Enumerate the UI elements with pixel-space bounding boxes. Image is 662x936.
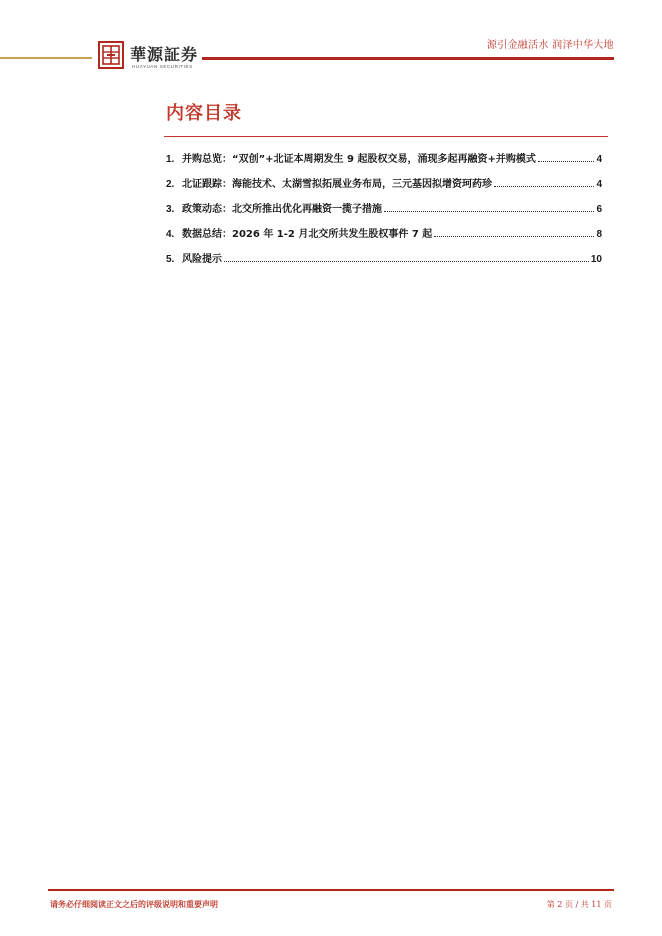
company-logo (98, 40, 208, 74)
logo-subtitle: HUAYUAN SECURITIES (132, 64, 193, 69)
toc-leader-dots (384, 203, 594, 212)
toc-leader-dots (494, 178, 594, 187)
toc-item-text: 政策动态：北交所推出优化再融资一揽子措施 (182, 204, 382, 215)
toc-leader-dots (224, 253, 589, 262)
toc-item-number: 3. (166, 204, 175, 215)
logo-emblem-icon (98, 41, 124, 69)
logo-name: 華源証券 (130, 45, 199, 64)
page-number: 第 2 页 / 共 11 页 (546, 900, 612, 909)
toc-item-text: 数据总结：2026 年 1-2 月北交所共发生股权事件 7 起 (182, 229, 433, 240)
toc-item-page: 4 (596, 179, 602, 190)
toc-item-1[interactable] (166, 150, 602, 175)
toc-item-page: 10 (590, 254, 602, 265)
toc-leader-dots (434, 228, 594, 237)
toc-item-page: 6 (596, 204, 602, 215)
toc-item-number: 2. (166, 179, 175, 190)
toc-item-number: 1. (166, 154, 175, 165)
toc-item-text: 北证跟踪：海能技术、太湖雪拟拓展业务布局，三元基因拟增资珂药珍 (182, 179, 492, 190)
toc-item-page: 4 (596, 154, 602, 165)
toc-item-text: 并购总览：“双创”+北证本周期发生 9 起股权交易，涌现多起再融资+并购模式 (182, 154, 536, 165)
header-rule-red (202, 57, 614, 60)
toc-item-number: 4. (166, 229, 175, 240)
toc-item-page: 8 (596, 229, 602, 240)
page-header (0, 0, 662, 80)
footer-rule (48, 889, 614, 891)
header-slogan: 源引金融活水 润泽中华大地 (486, 40, 614, 51)
toc-item-5[interactable] (166, 250, 602, 275)
footer-disclaimer: 请务必仔细阅读正文之后的评级说明和重要声明 (50, 900, 218, 909)
toc-item-2[interactable] (166, 175, 602, 200)
toc-title: 内容目录 (166, 103, 242, 124)
toc-item-text: 风险提示 (182, 254, 222, 265)
toc-item-3[interactable] (166, 200, 602, 225)
toc-divider (164, 136, 608, 137)
table-of-contents (166, 150, 602, 275)
toc-item-4[interactable] (166, 225, 602, 250)
toc-leader-dots (538, 153, 595, 162)
toc-item-number: 5. (166, 254, 175, 265)
header-rule-gold (0, 57, 92, 59)
